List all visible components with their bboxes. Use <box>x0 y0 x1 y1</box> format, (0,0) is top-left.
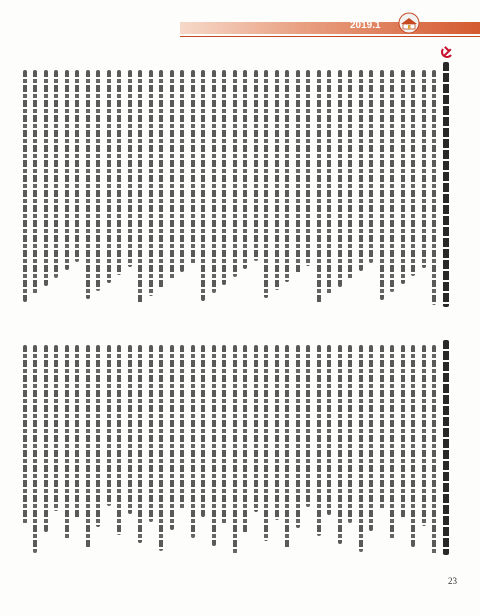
text-column <box>338 70 342 287</box>
text-column <box>75 70 79 262</box>
text-column <box>432 70 436 305</box>
header-band <box>180 22 480 34</box>
text-column <box>44 345 48 532</box>
article-title-column <box>443 62 449 307</box>
text-column <box>201 345 205 517</box>
text-column <box>338 345 342 544</box>
text-column <box>359 70 363 271</box>
text-column <box>159 70 163 288</box>
text-column <box>327 70 331 295</box>
text-column <box>264 345 268 541</box>
text-column <box>317 345 321 536</box>
text-column <box>348 345 352 523</box>
text-column <box>170 70 174 280</box>
text-column <box>296 70 300 274</box>
text-column <box>254 345 258 512</box>
text-column <box>138 345 142 543</box>
text-column <box>327 345 331 515</box>
text-column <box>149 70 153 296</box>
text-column <box>33 345 37 553</box>
text-column <box>54 345 58 511</box>
text-column <box>275 70 279 290</box>
text-column <box>222 345 226 525</box>
text-column <box>243 345 247 533</box>
text-column <box>306 70 310 266</box>
ger-icon <box>396 12 422 34</box>
page-number: 23 <box>448 576 457 586</box>
text-column <box>306 345 310 507</box>
text-column <box>411 70 415 276</box>
text-column <box>401 70 405 284</box>
text-column <box>212 70 216 293</box>
text-column <box>33 70 37 294</box>
text-column <box>359 345 363 552</box>
text-column <box>285 70 289 282</box>
text-column <box>23 70 27 302</box>
text-column <box>411 345 415 547</box>
text-column <box>138 70 142 304</box>
text-column <box>422 70 426 268</box>
text-column <box>390 70 394 292</box>
article-title-column <box>443 340 449 555</box>
text-column <box>285 345 289 549</box>
text-column <box>149 345 153 522</box>
text-column <box>222 70 226 285</box>
text-column <box>180 70 184 272</box>
text-column <box>191 70 195 264</box>
issue-label: 2019.1 <box>350 20 381 31</box>
text-column <box>390 345 394 539</box>
text-column <box>180 345 184 509</box>
text-column <box>128 345 132 514</box>
text-column <box>96 345 100 527</box>
text-column <box>170 345 174 530</box>
text-column <box>264 70 268 298</box>
text-column <box>65 70 69 270</box>
text-column <box>369 345 373 531</box>
text-column <box>86 345 90 548</box>
text-column <box>191 345 195 538</box>
text-column <box>348 70 352 279</box>
text-column <box>317 70 321 303</box>
text-column <box>369 70 373 263</box>
text-column <box>432 345 436 555</box>
text-column <box>380 70 384 300</box>
text-column <box>422 345 426 526</box>
text-column <box>117 345 121 535</box>
text-column <box>128 70 132 267</box>
text-column <box>159 345 163 551</box>
text-column <box>75 345 79 519</box>
header-rule <box>180 36 480 37</box>
text-column <box>107 345 111 506</box>
text-column <box>23 345 27 524</box>
text-column <box>117 70 121 275</box>
text-column <box>380 345 384 510</box>
text-column <box>201 70 205 301</box>
text-column <box>212 345 216 546</box>
hammer-sickle-icon <box>440 46 454 60</box>
text-column <box>296 345 300 528</box>
text-column <box>65 345 69 540</box>
text-column <box>233 345 237 554</box>
text-column <box>44 70 48 286</box>
page-header <box>0 18 480 44</box>
text-column <box>243 70 247 269</box>
text-column <box>401 345 405 518</box>
text-column <box>96 70 100 291</box>
text-column <box>254 70 258 261</box>
text-column <box>86 70 90 299</box>
text-column <box>275 345 279 520</box>
text-column <box>107 70 111 283</box>
text-column <box>233 70 237 277</box>
text-column <box>54 70 58 278</box>
